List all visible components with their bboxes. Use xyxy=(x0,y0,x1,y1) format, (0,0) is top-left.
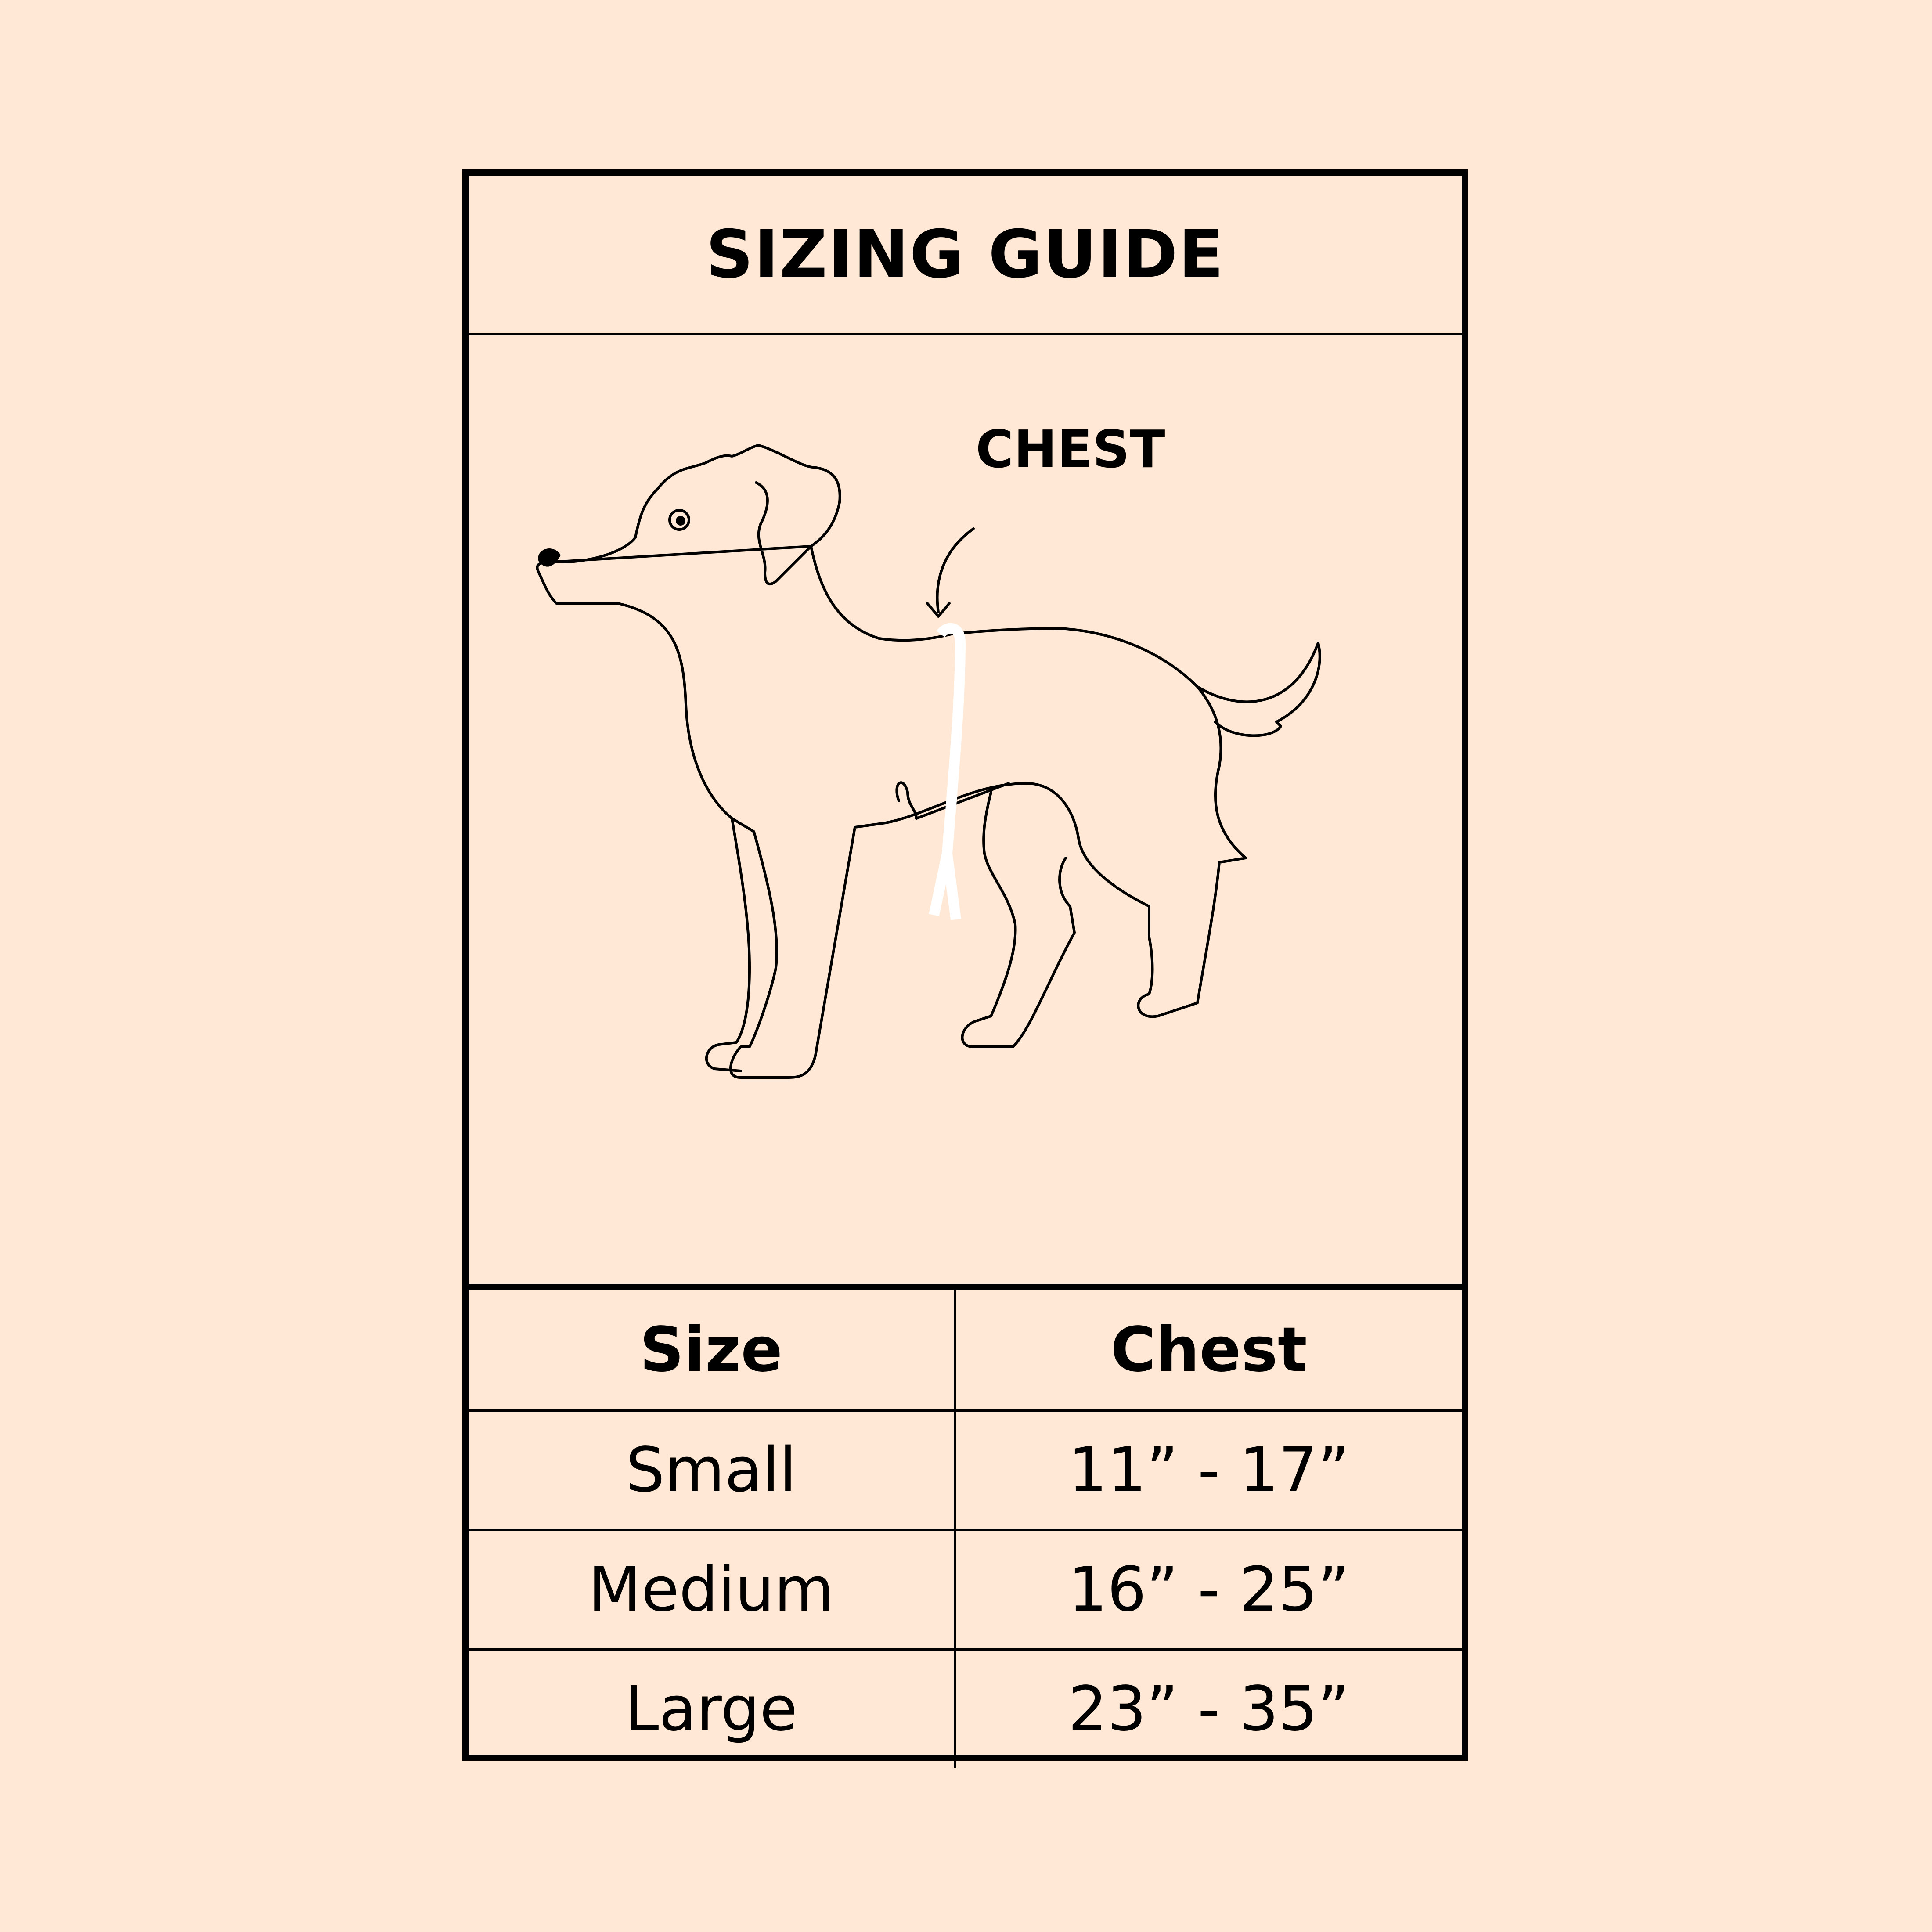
size-small: Small xyxy=(626,1435,797,1506)
page-title: SIZING GUIDE xyxy=(706,216,1225,293)
chest-medium: 16” - 25” xyxy=(1068,1554,1350,1626)
table-row xyxy=(469,1648,1462,1768)
size-large: Large xyxy=(624,1673,798,1745)
size-medium: Medium xyxy=(588,1554,834,1626)
header-chest: Chest xyxy=(1110,1314,1307,1386)
chest-small: 11” - 17” xyxy=(1068,1435,1350,1506)
chest-callout-label: CHEST xyxy=(976,419,1165,479)
title-row xyxy=(469,176,1462,335)
sizing-guide-card xyxy=(462,169,1468,1761)
chest-large: 23” - 35” xyxy=(1068,1673,1350,1745)
header-size: Size xyxy=(639,1314,783,1386)
table-row xyxy=(469,1409,1462,1529)
dog-outline-icon xyxy=(537,445,1246,1078)
size-table xyxy=(469,1284,1462,1755)
arrow-icon xyxy=(937,529,973,612)
table-header-row xyxy=(469,1290,1462,1409)
table-row xyxy=(469,1529,1462,1648)
